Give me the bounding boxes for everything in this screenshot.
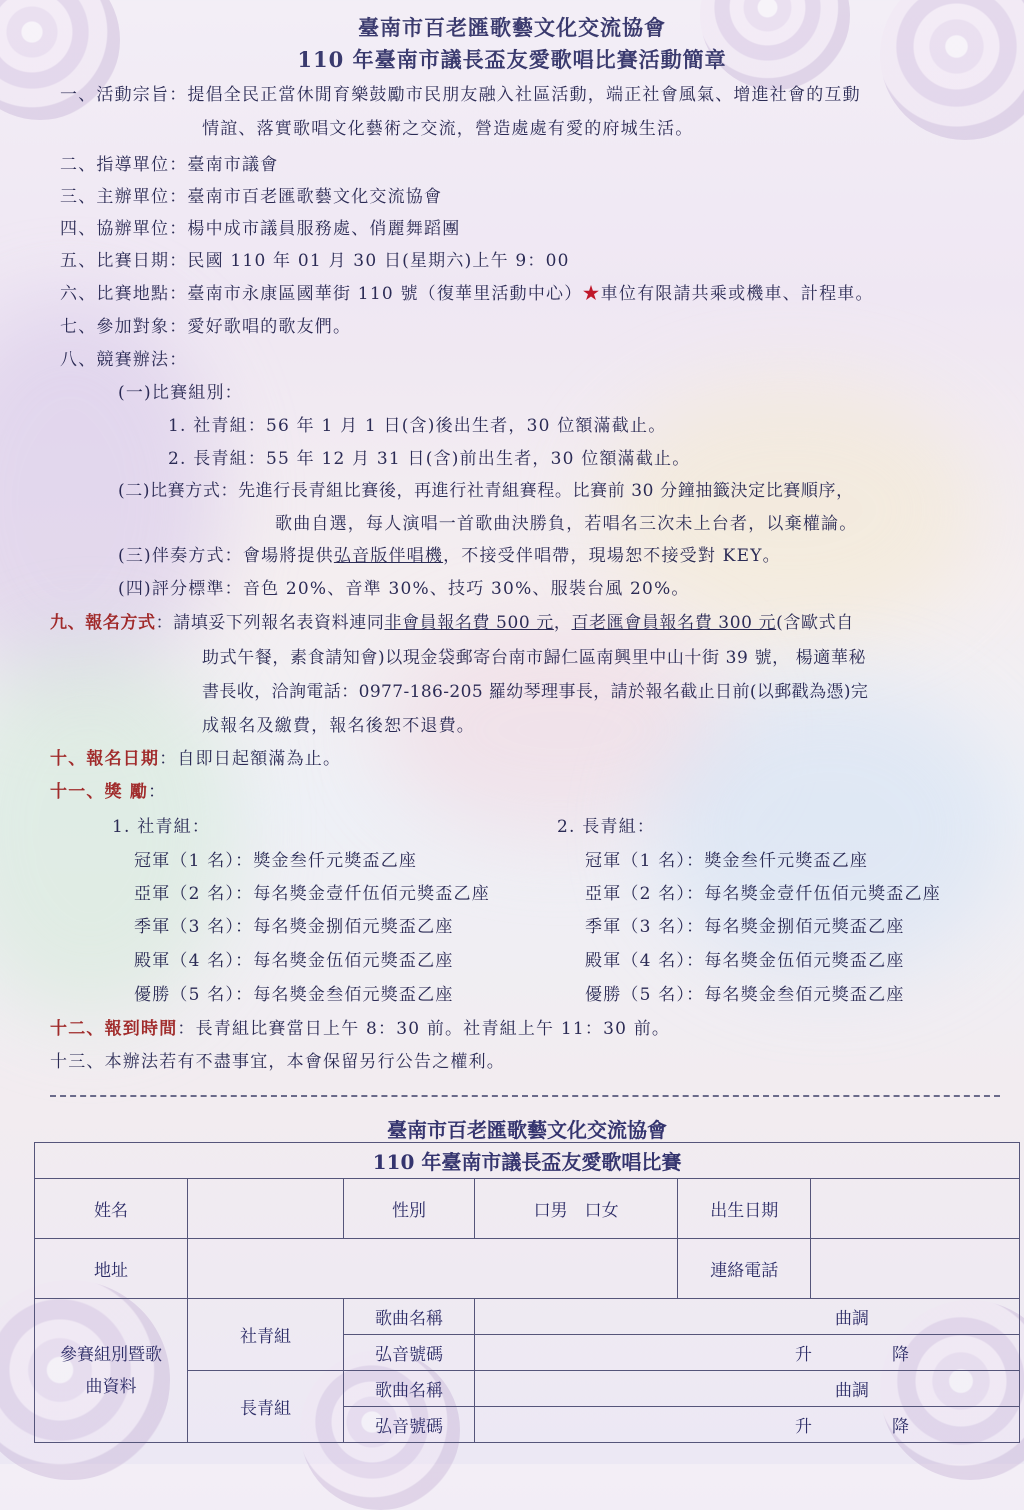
address-field[interactable] xyxy=(188,1239,678,1299)
section-9-line4: 成報名及繳費，報名後恕不退費。 xyxy=(202,716,475,736)
song-code-label: 弘音號碼 xyxy=(344,1335,475,1371)
award-row: 冠軍（1 名）：獎金叁仟元獎盃乙座 xyxy=(585,851,869,871)
birth-label: 出生日期 xyxy=(678,1179,811,1239)
down-label: 降 xyxy=(892,1345,909,1365)
section-4-text: 楊中成市議員服務處、俏麗舞蹈團 xyxy=(187,219,461,239)
song-name-field-b[interactable] xyxy=(475,1371,1020,1407)
award-group-1-title: 1. 社青組： xyxy=(112,817,211,837)
section-9-line2: 助式午餐，素食請知會)以現金袋郵寄台南市歸仁區南興里中山十街 39 號， 楊適華秘 xyxy=(202,648,867,668)
org-title: 臺南市百老匯歌藝文化交流協會 xyxy=(358,15,666,40)
section-6-text: 臺南市永康區國華街 110 號（復華里活動中心） xyxy=(187,284,583,304)
name-label: 姓名 xyxy=(35,1179,188,1239)
section-13: 十三、本辦法若有不盡事宜，本會保留另行公告之權利。 xyxy=(50,1052,505,1072)
form-title: 110 年臺南市議長盃友愛歌唱比賽 xyxy=(35,1143,1020,1179)
phone-label: 連絡電話 xyxy=(678,1239,811,1299)
down-label: 降 xyxy=(892,1417,909,1437)
award-group-2-title: 2. 長青組： xyxy=(557,817,656,837)
section-1 xyxy=(60,80,861,105)
award-row: 優勝（5 名）：每名獎金叁佰元獎盃乙座 xyxy=(585,985,905,1005)
award-row: 季軍（3 名）：每名獎金捌佰元獎盃乙座 xyxy=(585,917,905,937)
section-3-label: 三、主辦單位： xyxy=(60,187,188,207)
section-8-1-a: 1. 社青組：56 年 1 月 1 日(含)後出生者，30 位額滿截止。 xyxy=(168,416,667,436)
section-4 xyxy=(60,214,460,239)
song-code-field-a[interactable] xyxy=(475,1335,1020,1371)
song-name-field-a[interactable] xyxy=(475,1299,1020,1335)
section-5-text: 民國 110 年 01 月 30 日(星期六)上午 9：00 xyxy=(187,251,570,271)
section-10 xyxy=(50,744,341,769)
up-label: 升 xyxy=(795,1345,812,1365)
key-label: 曲調 xyxy=(835,1381,869,1401)
award-row: 亞軍（2 名）：每名獎金壹仟伍佰元獎盃乙座 xyxy=(134,884,490,904)
section-3-text: 臺南市百老匯歌藝文化交流協會 xyxy=(187,187,443,207)
section-10-label: 十、報名日期 xyxy=(50,749,160,769)
section-10-text: ：自即日起額滿為止。 xyxy=(159,749,342,769)
birth-field[interactable] xyxy=(811,1179,1020,1239)
section-12-label: 十二、報到時間 xyxy=(50,1019,178,1039)
section-8-3-pre: (三)伴奏方式：會場將提供 xyxy=(118,546,334,566)
section-8: 八、競賽辦法： xyxy=(60,350,188,370)
address-label: 地址 xyxy=(35,1239,188,1299)
section-8-2-cont: 歌曲自選，每人演唱一首歌曲決勝負，若唱名三次未上台者，以棄權論。 xyxy=(275,514,858,534)
section-6-label: 六、比賽地點： xyxy=(60,284,188,304)
section-8-3-machine: 弘音版伴唱機 xyxy=(333,546,444,566)
key-label: 曲調 xyxy=(835,1309,869,1329)
song-code-field-b[interactable] xyxy=(475,1407,1020,1443)
section-2-label: 二、指導單位： xyxy=(60,155,188,175)
award-row: 優勝（5 名）：每名獎金叁佰元獎盃乙座 xyxy=(134,985,454,1005)
section-5 xyxy=(60,246,570,271)
group-label xyxy=(35,1299,188,1443)
section-7-label: 七、參加對象： xyxy=(60,317,188,337)
award-row: 殿軍（4 名）：每名獎金伍佰元獎盃乙座 xyxy=(134,951,454,971)
section-7-text: 愛好歌唱的歌友們。 xyxy=(187,317,352,337)
section-8-3-post: ，不接受伴唱帶，現場恕不接受對 KEY。 xyxy=(443,546,781,566)
up-label: 升 xyxy=(795,1417,812,1437)
section-2-text: 臺南市議會 xyxy=(187,155,279,175)
section-7 xyxy=(60,312,351,337)
group-label-text: 參賽組別暨歌曲資料 xyxy=(60,1344,162,1397)
section-8-1-title: (一)比賽組別： xyxy=(118,383,243,403)
cut-line xyxy=(50,1095,1000,1097)
section-9-fee-member: 百老匯會員報名費 300 元 xyxy=(571,613,777,633)
name-field[interactable] xyxy=(188,1179,344,1239)
section-1-text: 提倡全民正當休閒育樂鼓勵市民朋友融入社區活動，端正社會風氣、增進社會的互動 xyxy=(187,85,861,105)
section-5-label: 五、比賽日期： xyxy=(60,251,188,271)
section-12 xyxy=(50,1014,670,1039)
section-11-label: 十一、獎 勵 xyxy=(50,782,149,802)
section-6 xyxy=(60,279,874,304)
section-1-label: 一、活動宗旨： xyxy=(60,85,188,105)
award-row: 季軍（3 名）：每名獎金捌佰元獎盃乙座 xyxy=(134,917,454,937)
section-3 xyxy=(60,182,442,207)
section-9-colon: ： xyxy=(155,613,174,633)
section-11-colon: ： xyxy=(148,782,167,802)
section-9-mid: ， xyxy=(553,613,572,633)
section-9-line3: 書長收，洽詢電話：0977-186-205 羅幼琴理事長，請於報名截止日前(以郵戳為憑)完 xyxy=(202,682,869,702)
group-a-label: 社青組 xyxy=(188,1299,344,1371)
registration-form xyxy=(34,1142,1020,1443)
song-name-label: 歌曲名稱 xyxy=(344,1371,475,1407)
section-8-1-b: 2. 長青組：55 年 12 月 31 日(含)前出生者，30 位額滿截止。 xyxy=(168,449,691,469)
section-8-3 xyxy=(118,541,781,566)
section-9-label: 九、報名方式 xyxy=(50,613,156,633)
section-8-2: (二)比賽方式：先進行長青組比賽後，再進行社青組賽程。比賽前 30 分鐘抽籤決定比賽順序， xyxy=(118,481,854,501)
section-2 xyxy=(60,150,278,175)
star-icon: ★ xyxy=(582,284,601,304)
section-11 xyxy=(50,777,166,802)
section-1-cont: 情誼、落實歌唱文化藝術之交流，營造處處有愛的府城生活。 xyxy=(202,119,694,139)
phone-field[interactable] xyxy=(811,1239,1020,1299)
event-title: 110 年臺南市議長盃友愛歌唱比賽活動簡章 xyxy=(297,47,727,72)
section-6-note: 車位有限請共乘或機車、計程車。 xyxy=(600,284,874,304)
song-code-label: 弘音號碼 xyxy=(344,1407,475,1443)
award-row: 冠軍（1 名）：獎金叁仟元獎盃乙座 xyxy=(134,851,418,871)
section-9 xyxy=(50,608,854,633)
section-9-post: (含歐式自 xyxy=(776,613,854,633)
award-row: 殿軍（4 名）：每名獎金伍佰元獎盃乙座 xyxy=(585,951,905,971)
song-name-label: 歌曲名稱 xyxy=(344,1299,475,1335)
form-org-title: 臺南市百老匯歌藝文化交流協會 xyxy=(387,1118,667,1142)
section-8-4: (四)評分標準：音色 20%、音準 30%、技巧 30%、服裝台風 20%。 xyxy=(118,579,690,599)
section-9-pre: 請填妥下列報名表資料連同 xyxy=(173,613,385,633)
group-b-label: 長青組 xyxy=(188,1371,344,1443)
section-4-label: 四、協辦單位： xyxy=(60,219,188,239)
gender-options[interactable]: 口男 口女 xyxy=(475,1179,678,1239)
section-12-text: ：長青組比賽當日上午 8：30 前。社青組上午 11：30 前。 xyxy=(177,1019,671,1039)
section-9-fee-nonmember: 非會員報名費 500 元 xyxy=(384,613,554,633)
award-row: 亞軍（2 名）：每名獎金壹仟伍佰元獎盃乙座 xyxy=(585,884,941,904)
gender-label: 性別 xyxy=(344,1179,475,1239)
